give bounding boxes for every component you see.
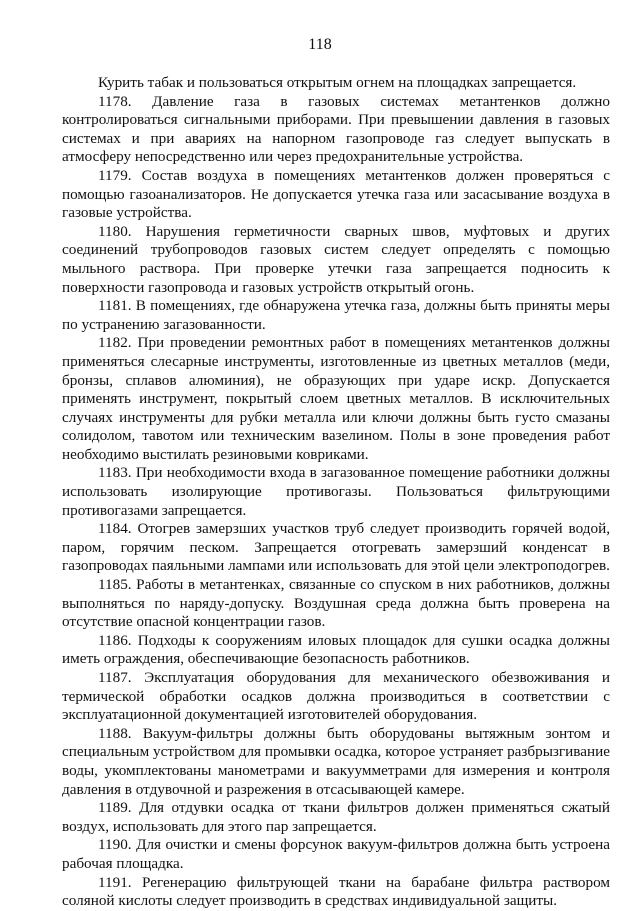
paragraph-1186: 1186. Подходы к сооружениям иловых площадок для сушки осадка должны иметь ограждения, обеспечивающие безопасность работников. [62, 631, 610, 668]
body-text [62, 74, 610, 911]
paragraph-1183: 1183. При необходимости входа в загазованное помещение работники должны использовать изолирующие противогазы. Пользоваться фильтрующими противогазами запрещается. [62, 464, 610, 519]
paragraph-1189: 1189. Для отдувки осадка от ткани фильтров должен применяться сжатый воздух, использовать для этого пар запрещается. [62, 799, 610, 835]
page-number: 118 [308, 36, 332, 53]
paragraph-intro: Курить табак и пользоваться открытым огнем на площадках запрещается. [98, 74, 577, 91]
paragraph-1190: 1190. Для очистки и смены форсунок вакуум-фильтров должна быть устроена рабочая площадка. [62, 836, 610, 872]
paragraph-1188: 1188. Вакуум-фильтры должны быть оборудованы вытяжным зонтом и специальным устройством для промывки осадка, которое устраняет разбрызгивание воды, укомплектованы манометрами и вакуумметрами для измерения и контроля давления в отдувочной и разрежения в отсасывающей камере. [62, 724, 610, 798]
paragraph-1181: 1181. В помещениях, где обнаружена утечка газа, должны быть приняты меры по устранению загазованности. [62, 297, 610, 333]
paragraph-1180: 1180. Нарушения герметичности сварных швов, муфтовых и других соединений трубопроводов газовых систем следует определять с помощью мыльного раствора. При проверке утечки газа запрещается подносить к поверхности газопровода и газовых устройств открытый огонь. [62, 222, 610, 296]
paragraph-1185: 1185. Работы в метантенках, связанные со спуском в них работников, должны выполняться по наряду-допуску. Воздушная среда должна быть проверена на отсутствие опасной концентрации газов. [62, 576, 610, 631]
paragraph-1182: 1182. При проведении ремонтных работ в помещениях метантенков должны применяться слесарные инструменты, изготовленные из цветных металлов (меди, бронзы, сплавов алюминия), не образующих при ударе искр. Допускается применять инструмент, покрытый слоем цветных металлов. В исключительных случаях инструменты для рубки металла или ключи должны быть густо смазаны солидолом, тавотом или техническим вазелином. Полы в зоне проведения работ необходимо выстилать резиновыми ковриками. [62, 334, 610, 463]
paragraph-1178: 1178. Давление газа в газовых системах метантенков должно контролироваться сигнальными приборами. При превышении давления в газовых системах и при авариях на напорном газопроводе газ следует выпускать в атмосферу непосредственно или через предохранительные устройства. [62, 92, 610, 166]
paragraph-1191: 1191. Регенерацию фильтрующей ткани на барабане фильтра раствором соляной кислоты следует производить в средствах индивидуальной защиты. [62, 873, 610, 910]
paragraph-1184: 1184. Отогрев замерзших участков труб следует производить горячей водой, паром, горячим песком. Запрещается отогревать замерзший конденсат в газопроводах паяльными лампами или использовать для этой цели электроподогрев. [62, 520, 610, 575]
paragraph-1179: 1179. Состав воздуха в помещениях метантенков должен проверяться с помощью газоанализаторов. Не допускается утечка газа или засасывание воздуха в газовые устройства. [62, 166, 610, 222]
paragraph-1187: 1187. Эксплуатация оборудования для механического обезвоживания и термической обработки осадков должна производиться в соответствии с эксплуатационной документацией изготовителей оборудования. [62, 669, 610, 724]
